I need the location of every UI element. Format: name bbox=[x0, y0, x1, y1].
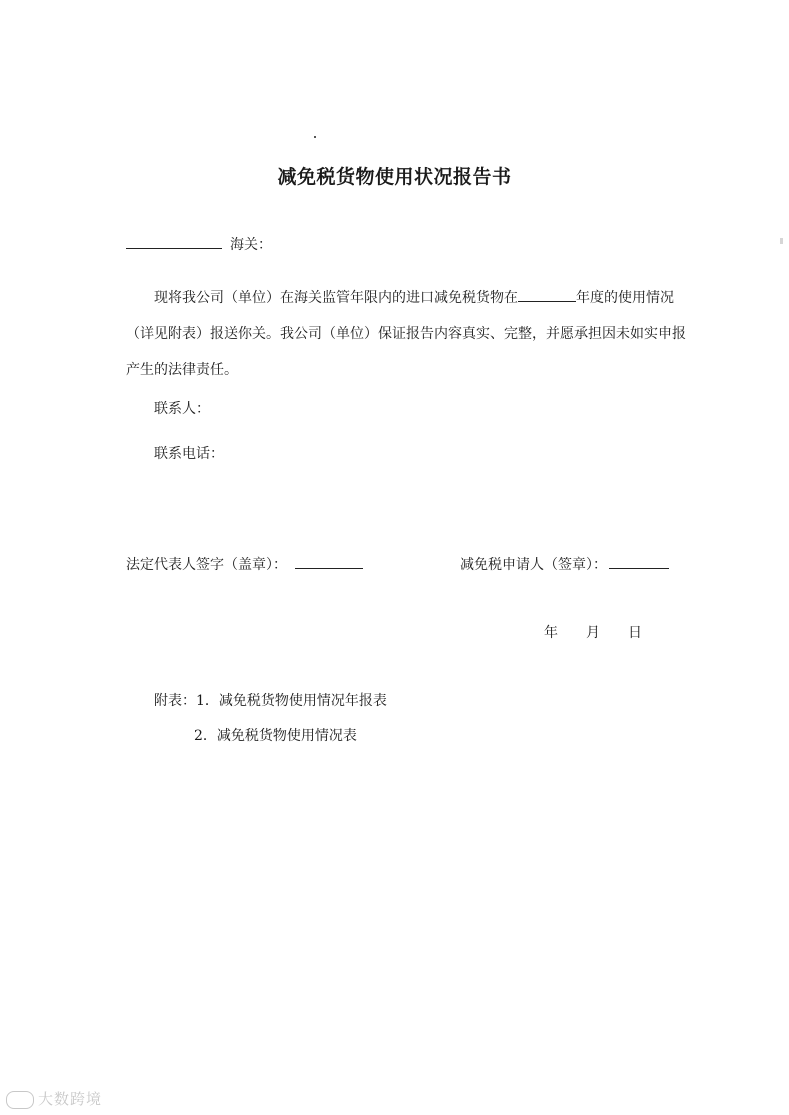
legal-rep-signature-blank[interactable] bbox=[295, 554, 363, 569]
watermark-logo-icon bbox=[6, 1091, 34, 1109]
attachments-label: 附表： bbox=[154, 693, 196, 709]
paragraph-line-1 bbox=[126, 280, 674, 316]
paragraph-line-1-suffix: 年度的使用情况 bbox=[576, 290, 674, 306]
contact-person-label: 联系人： bbox=[154, 401, 210, 417]
paragraph-line-3: 产生的法律责任。 bbox=[126, 362, 238, 378]
scan-mark bbox=[780, 238, 783, 244]
watermark bbox=[6, 1088, 102, 1109]
applicant-signature-blank[interactable] bbox=[609, 554, 669, 569]
legal-rep-signature-label: 法定代表人签字（盖章）： bbox=[126, 557, 287, 573]
contact-phone-label: 联系电话： bbox=[154, 446, 224, 462]
scan-dot bbox=[314, 136, 316, 138]
customs-name-blank[interactable] bbox=[126, 234, 222, 249]
applicant-signature-label: 减免税申请人（签章）： bbox=[460, 557, 607, 573]
report-paragraph bbox=[126, 280, 686, 388]
date-month: 月 bbox=[586, 625, 600, 641]
date-year: 年 bbox=[544, 625, 558, 641]
addressee-line bbox=[126, 234, 272, 254]
date-day: 日 bbox=[628, 625, 642, 641]
attachments-line-1 bbox=[154, 690, 387, 710]
document-title: 减免税货物使用状况报告书 bbox=[277, 166, 512, 188]
addressee-suffix: 海关： bbox=[230, 237, 272, 253]
watermark-text: 大数跨境 bbox=[38, 1090, 103, 1108]
date-line bbox=[544, 622, 642, 642]
legal-rep-signature bbox=[126, 554, 363, 574]
paragraph-line-2: （详见附表）报送你关。我公司（单位）保证报告内容真实、完整，并愿承担因未如实申报 bbox=[126, 326, 686, 342]
attachment-item-2: 2．减免税货物使用情况表 bbox=[194, 728, 357, 744]
applicant-signature bbox=[460, 554, 669, 574]
paragraph-line-1-prefix: 现将我公司（单位）在海关监管年限内的进口减免税货物在 bbox=[154, 290, 518, 306]
attachment-item-1: 1．减免税货物使用情况年报表 bbox=[196, 693, 387, 709]
year-blank[interactable] bbox=[518, 287, 576, 302]
